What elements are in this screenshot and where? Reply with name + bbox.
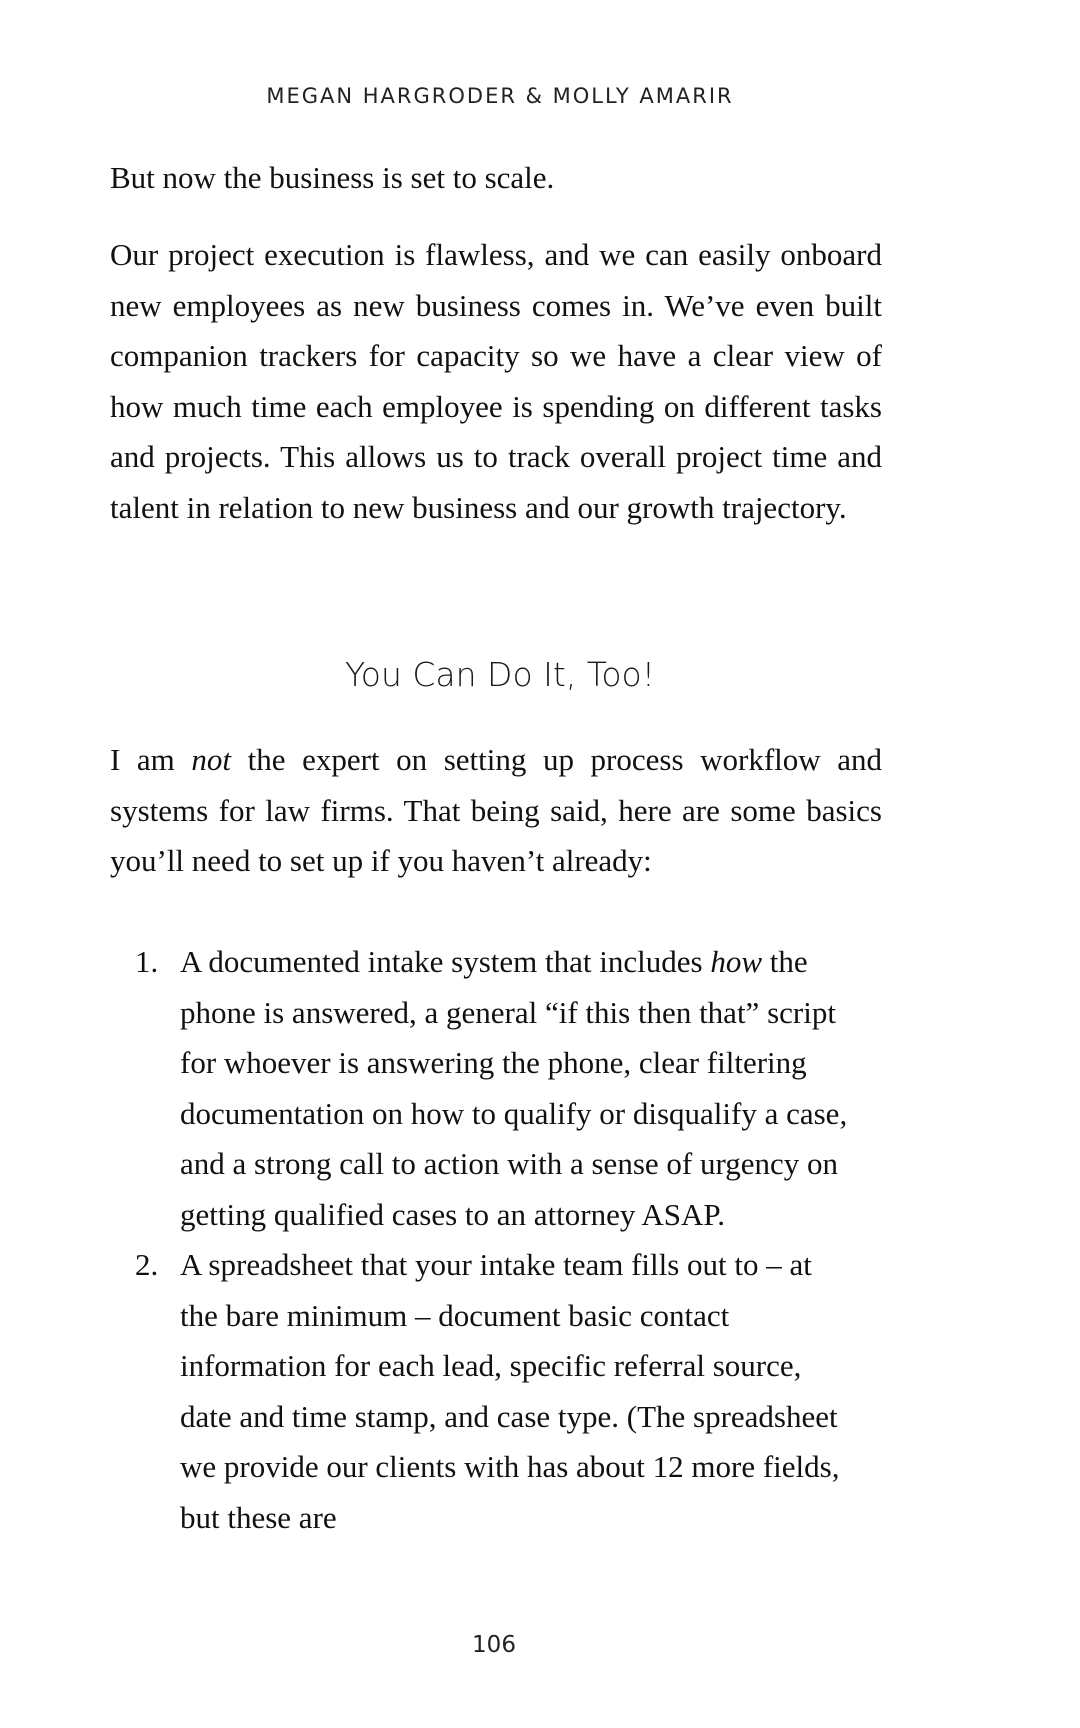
list-item-number: 1. [135,944,159,979]
list-item-text-before: A spreadsheet that your intake team fills out to – at the bare minimum – document basic contact information for each lead, specific referral source, date and time stamp, and case type. (The spreadsheet we provide our clients with has about 12 more fields, but these are [180,1247,840,1535]
page-number: 106 [472,1632,516,1658]
list-item-number: 2. [135,1247,159,1282]
section-heading: You Can Do It, Too! [345,655,655,694]
numbered-list [110,937,850,1543]
paragraph-3 [110,735,882,887]
list-item-text-before: A documented intake system that includes [180,944,711,979]
paragraph-3-after: the expert on setting up process workflow and systems for law firms. That being said, here are some basics you’ll need to set up if you haven’t already: [110,742,882,878]
paragraph-3-before: I am [110,742,192,777]
paragraph-2: Our project execution is flawless, and we can easily onboard new employees as new business comes in. We’ve even built companion trackers for capacity so we have a clear view of how much time each employee is spending on different tasks and projects. This allows us to track overall project time and talent in relation to new business and our growth trajectory. [110,237,882,525]
list-item-text-after: the phone is answered, a general “if this then that” script for whoever is answering the phone, clear filtering documentation on how to qualify or disqualify a case, and a strong call to action with a sense of urgency on getting qualified cases to an attorney ASAP. [180,944,848,1232]
paragraph-3-emphasis: not [191,742,232,777]
paragraph-1: But now the business is set to scale. [110,160,555,195]
list-item [110,937,850,1240]
running-head: MEGAN HARGRODER & MOLLY AMARIR [266,84,734,108]
list-item-emphasis: how [710,944,763,979]
list-item [110,1240,850,1543]
